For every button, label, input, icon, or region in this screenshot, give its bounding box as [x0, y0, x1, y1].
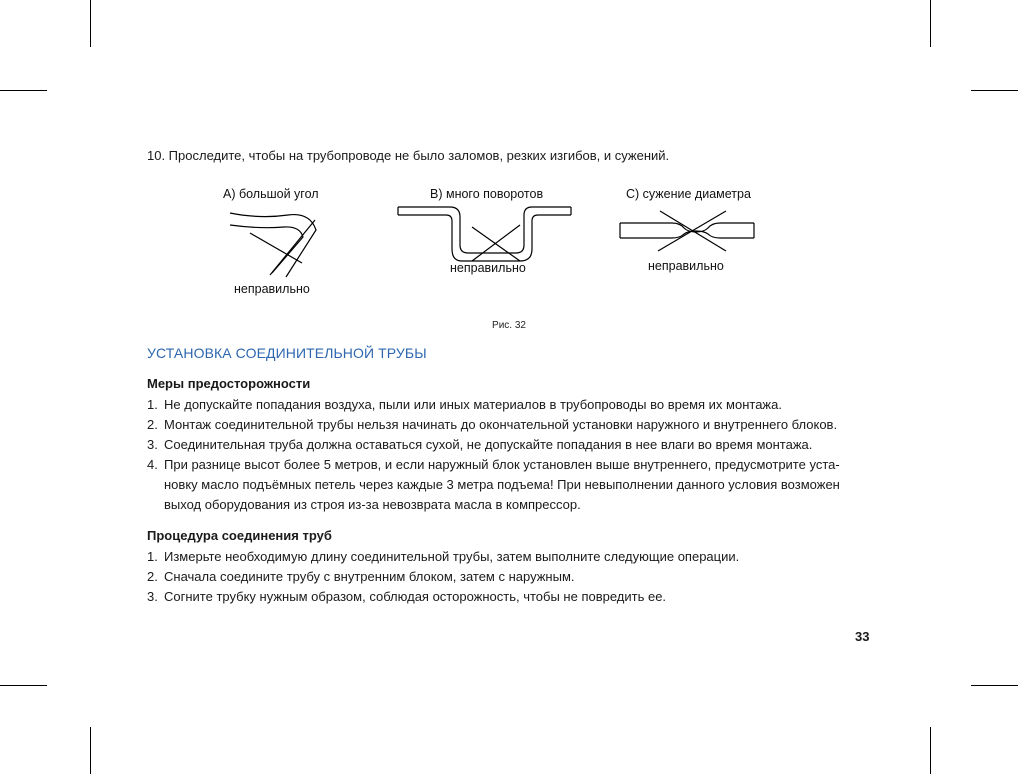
list-item-number: 1. [147, 397, 158, 412]
figure-b-title: В) много поворотов [430, 187, 544, 201]
list-item-text: выход оборудования из строя из-за невозврата масла в компрессор. [164, 497, 581, 512]
crop-mark-top-right-h [971, 90, 1018, 91]
list-item [147, 547, 739, 567]
figure-caption: Рис. 32 [492, 320, 526, 331]
list-item-text: При разнице высот более 5 метров, и если наружный блок установлен выше внутреннего, предусмотрите уста- [164, 457, 840, 472]
crop-mark-bottom-left-v [90, 727, 91, 774]
list-item-text: Монтаж соединительной трубы нельзя начинать до окончательной установки наружного и внутреннего блоков. [164, 417, 838, 432]
list-item-text: Согните трубку нужным образом, соблюдая осторожность, чтобы не повредить ее. [164, 589, 667, 604]
list-item [147, 415, 840, 435]
list-item [147, 435, 840, 455]
precautions-heading: Меры предосторожности [147, 376, 311, 391]
list-item [147, 567, 739, 587]
procedure-heading: Процедура соединения труб [147, 528, 332, 543]
list-item-text: Сначала соедините трубу с внутренним блоком, затем с наружным. [164, 569, 575, 584]
list-item-text: новку масло подъёмных петель через каждые 3 метра подъема! При невыполнении данного условия возможен [164, 477, 840, 492]
figure-a-status: неправильно [234, 282, 310, 296]
crop-mark-bottom-right-v [930, 727, 931, 774]
list-item-text: Не допускайте попадания воздуха, пыли или иных материалов в трубопроводы во время их монтажа. [164, 397, 782, 412]
list-item [147, 455, 840, 515]
crop-mark-top-left-h [0, 90, 47, 91]
figure-c-status: неправильно [648, 259, 724, 273]
page-number: 33 [855, 629, 870, 644]
list-item-number: 3. [147, 437, 158, 452]
list-item-number: 4. [147, 457, 158, 472]
list-item-number: 1. [147, 549, 158, 564]
precautions-list [147, 395, 840, 515]
list-item-text: Измерьте необходимую длину соединительной трубы, затем выполните следующие операции. [164, 549, 740, 564]
crop-mark-top-right-v [930, 0, 931, 47]
figure-b-status: неправильно [450, 261, 526, 275]
list-item-text: Соединительная труба должна оставаться сухой, не допускайте попадания в нее влаги во время монтажа. [164, 437, 813, 452]
figure-b-many-turns [398, 185, 573, 280]
list-item [147, 395, 840, 415]
figure-a-title: А) большой угол [223, 187, 319, 201]
crop-mark-bottom-right-h [971, 685, 1018, 686]
section-title: УСТАНОВКА СОЕДИНИТЕЛЬНОЙ ТРУБЫ [147, 345, 427, 361]
figure-c-narrowing [620, 185, 780, 280]
list-item-number: 2. [147, 569, 158, 584]
step-10-text: 10. Проследите, чтобы на трубопроводе не было заломов, резких изгибов, и сужений. [147, 148, 670, 163]
crop-mark-bottom-left-h [0, 685, 47, 686]
list-item-number: 3. [147, 589, 158, 604]
crop-mark-top-left-v [90, 0, 91, 47]
figure-c-title: С) сужение диаметра [626, 187, 751, 201]
list-item [147, 587, 739, 607]
figure-a-large-angle [220, 185, 340, 300]
procedure-list [147, 547, 739, 607]
list-item-number: 2. [147, 417, 158, 432]
